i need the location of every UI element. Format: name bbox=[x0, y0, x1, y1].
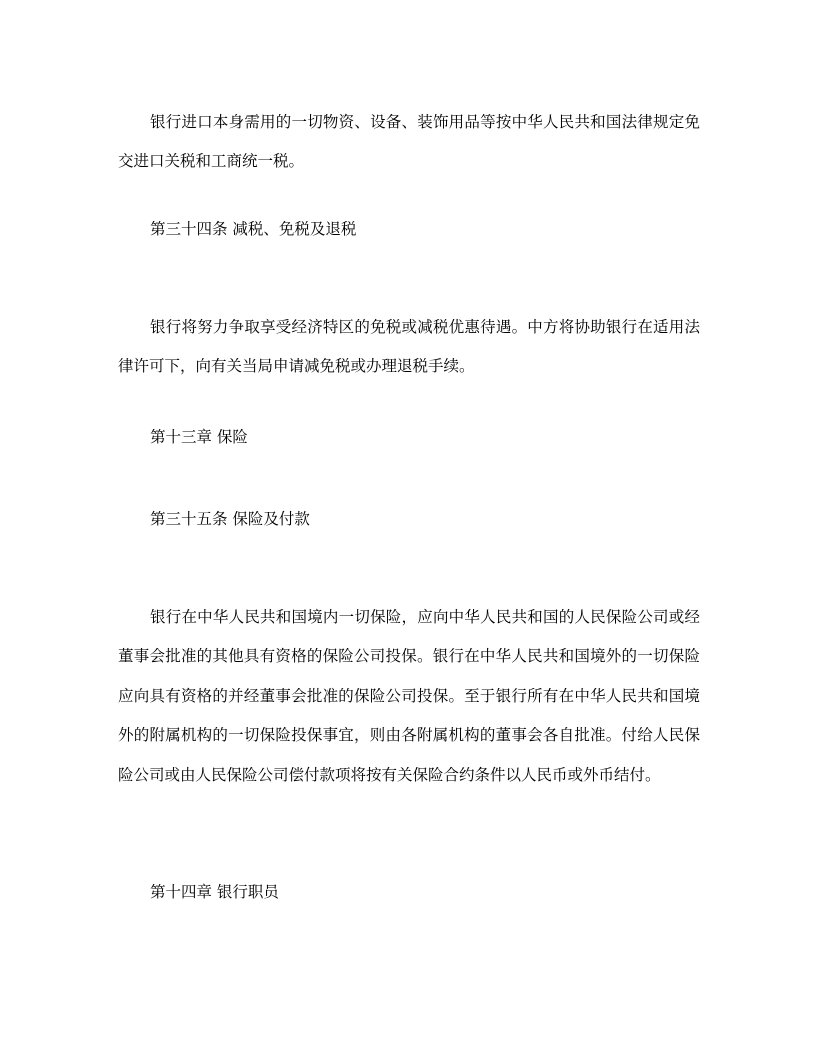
chapter-14-heading: 第十四章 银行职员 bbox=[150, 883, 279, 901]
paragraph-import-tax-exemption: 银行进口本身需用的一切物资、设备、装饰用品等按中华人民共和国法律规定免交进口关税和工商统一税。 bbox=[118, 112, 700, 170]
paragraph-insurance-payment: 银行在中华人民共和国境内一切保险，应向中华人民共和国的人民保险公司或经董事会批准的其他具有资格的保险公司投保。银行在中华人民共和国境外的一切保险应向具有资格的并经董事会批准的保险公司投保。至于银行所有在中华人民共和国境外的附属机构的一切保险投保事宜，则由各附属机构的董事会各自批准。付给人民保险公司或由人民保险公司偿付款项将按有关保险合约条件以人民币或外币结付。 bbox=[118, 607, 700, 784]
paragraph-tax-reduction: 银行将努力争取享受经济特区的免税或减税优惠待遇。中方将协助银行在适用法律许可下，向有关当局申请减免税或办理退税手续。 bbox=[118, 317, 700, 375]
article-34-heading: 第三十四条 减税、免税及退税 bbox=[150, 220, 357, 238]
chapter-13-heading: 第十三章 保险 bbox=[150, 428, 248, 446]
article-35-heading: 第三十五条 保险及付款 bbox=[150, 510, 310, 528]
